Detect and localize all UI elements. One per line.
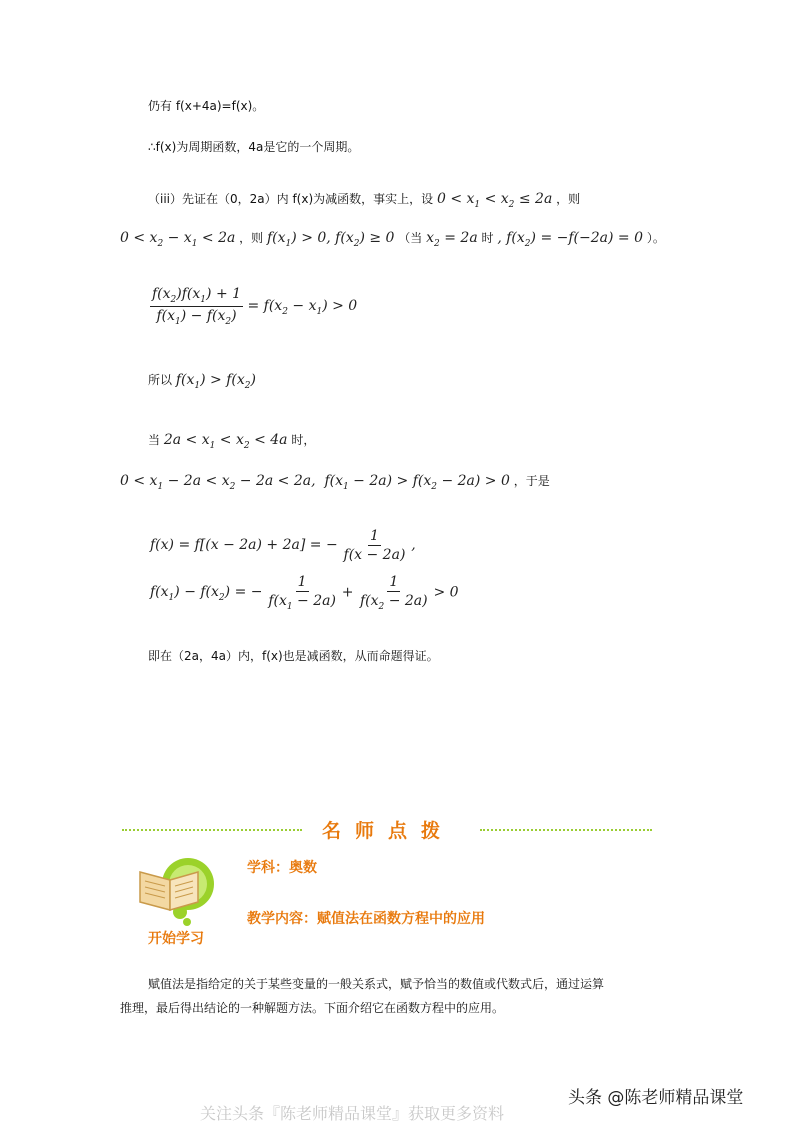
proof-line-3 (148, 190, 580, 210)
proof-line-4 (120, 229, 665, 249)
intro-line-2: 推理，最后得出结论的一种解题方法。下面介绍它在函数方程中的应用。 (120, 1001, 505, 1015)
proof-suoyi: 所以 (148, 373, 173, 387)
proof-line-2: ∴f(x)为周期函数，4a是它的一个周期。 (148, 140, 360, 154)
formula-interval-1: $0 < x_1 < x_2 \le 2a$ (436, 191, 553, 210)
banner-dotline-left (122, 829, 302, 831)
proof-dang-line (148, 431, 315, 451)
footer-watermark: 关注头条『陈老师精品课堂』获取更多资料 (200, 1104, 505, 1123)
proof-line-4-paren-open: （当 (398, 231, 423, 245)
proof-shi: 时， (291, 433, 316, 447)
proof-line-4-then: ，则 (239, 231, 264, 245)
formula-compare: $f(x_1) > f(x_2)$ (175, 372, 256, 391)
section-banner: 名师点拨 (322, 820, 455, 842)
proof-yushi: ，于是 (513, 474, 550, 488)
proof-line-3-text: （iii）先证在（0，2a）内 f(x)为减函数，事实上，设 (148, 192, 434, 206)
author-watermark: 头条 @陈老师精品课堂 (568, 1088, 744, 1108)
formula-signs: $f(x_1) > 0$, $f(x_2) \ge 0$ (267, 230, 395, 249)
formula-interval-2: $2a < x_1 < x_2 < 4a$ (163, 432, 288, 451)
proof-conclusion: 即在（2a，4a）内，f(x)也是减函数，从而命题得证。 (148, 649, 439, 663)
formula-x2-eq: $x_2 = 2a$ (426, 230, 478, 249)
proof-line-4-paren-when: 时 (481, 231, 494, 245)
formula-difference: $f(x_1) - f(x_2)$ = − $\frac{1}{f(x_1 - 2a)}$ + $\frac{1}{f(x_2 - 2a)}$ > 0 (150, 574, 459, 612)
proof-line-1: 仍有 f(x+4a)=f(x)。 (148, 99, 265, 113)
formula-fx: f(x) = f[(x − 2a) + 2a] = − $\frac{1}{f(x - 2a)}$ , (150, 528, 416, 563)
proof-dang: 当 (148, 433, 161, 447)
formula-f-2a: , $f(x_2) = -f(-2a) = 0$ (497, 230, 643, 249)
formula-fraction-1: $\frac{f(x_2)f(x_1) + 1}{f(x_1) - f(x_2)}$ = $f(x_2 - x_1) > 0$ (152, 286, 358, 327)
icon-caption: 开始学习 (148, 931, 204, 947)
proof-line-3-tail: ，则 (556, 192, 581, 206)
book-icon-graphic (134, 850, 224, 928)
proof-shift-line (120, 472, 550, 492)
banner-dotline-right (480, 829, 652, 831)
formula-diff: $0 < x_2 - x_1 < 2a$ (120, 230, 236, 249)
subject-line: 学科：奥数 (247, 860, 317, 876)
intro-line-1: 赋值法是指给定的关于某些变量的一般关系式，赋予恰当的数值或代数式后，通过运算 (148, 977, 605, 991)
content-line: 教学内容：赋值法在函数方程中的应用 (247, 911, 485, 927)
proof-suoyi-line (148, 371, 256, 391)
book-icon (134, 850, 224, 948)
formula-shift: $0 < x_1 - 2a < x_2 - 2a < 2a$, $f(x_1 - 2a) > f(x_2 - 2a) > 0$ (120, 473, 510, 492)
proof-line-4-paren-close: ）。 (646, 231, 665, 245)
